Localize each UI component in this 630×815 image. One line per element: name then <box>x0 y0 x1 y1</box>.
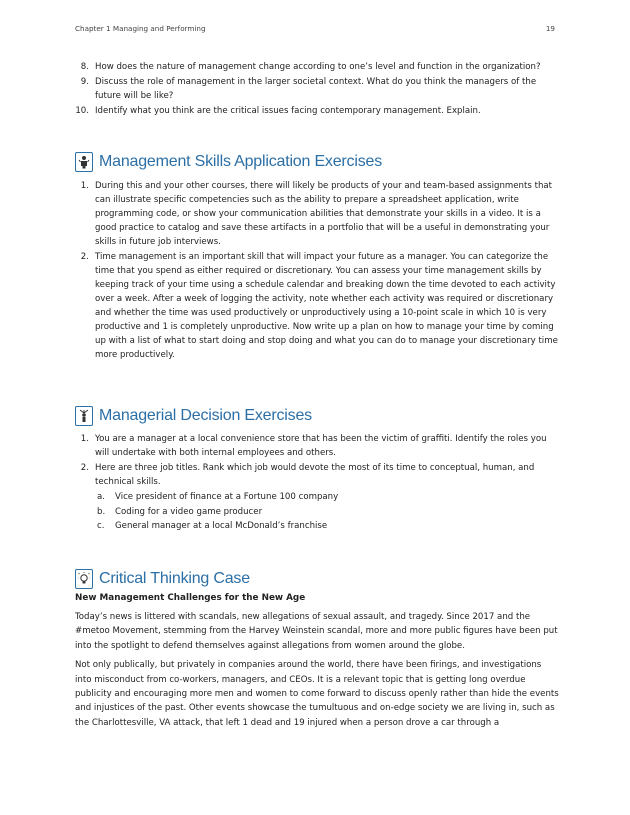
item-letter: a. <box>97 492 105 502</box>
decision-person-icon <box>75 406 93 426</box>
person-skills-icon <box>75 152 93 172</box>
item-number: 1. <box>80 181 89 191</box>
item-text: Identify what you think are the critical issues facing contemporary management. Explain. <box>95 106 481 116</box>
list-item <box>75 60 560 74</box>
page-header <box>75 24 555 36</box>
item-text: You are a manager at a local convenience store that has been the victim of graffiti. Identify the roles you will undertake with both internal employees and others. <box>95 434 547 458</box>
list-item <box>75 75 560 103</box>
item-text: General manager at a local McDonald’s franchise <box>115 521 328 531</box>
item-number: 1. <box>80 434 89 444</box>
lightbulb-icon <box>75 569 93 589</box>
item-text: Coding for a video game producer <box>115 506 263 517</box>
item-text: Time management is an important skill that will impact your future as a manager. You can categorize the time that you spend as either required or discretionary. You can assess your time management skills by keeping track of your time using a schedule calendar and breaking down the time devoted to each activity over a week. After a week of logging the activity, note whether each activity was required or discretionary and whether the time was used productively or unproductively using a 10-point scale in which 10 is very productive and 1 is completely unproductive. Now write up a plan on how to manage your time by coming up with a list of what to start doing and stop doing and what you can do to manage your discretionary time more productively. <box>95 252 558 360</box>
list-item <box>75 104 560 118</box>
job-titles-sublist <box>75 490 560 534</box>
section-heading-decision <box>75 404 312 428</box>
case-paragraph: Today’s news is littered with scandals, new allegations of sexual assault, and tragedy. Since 2017 and the #metoo Movement, stemming from the Harvey Weinstein scandal, more and more public figures have been put into the spotlight to defend themselves against allegations from women around the globe. <box>75 612 558 651</box>
sub-list-item <box>75 505 560 520</box>
item-number: 2. <box>80 252 89 262</box>
case-study-body <box>75 593 560 730</box>
review-questions-list <box>75 60 560 118</box>
decision-exercise-list <box>75 432 560 534</box>
sub-list-item <box>75 519 560 534</box>
item-number: 8. <box>80 62 89 72</box>
item-letter: c. <box>97 521 105 531</box>
item-number: 10. <box>75 106 89 116</box>
page-number: 19 <box>545 24 555 33</box>
section-title: Managerial Decision Exercises <box>99 407 312 424</box>
section-heading-skills <box>75 150 382 174</box>
section-title: Management Skills Application Exercises <box>99 153 383 170</box>
item-text: Here are three job titles. Rank which job would devote the most of its time to conceptual, human, and technical skills. <box>95 463 535 487</box>
skills-exercise-list <box>75 179 560 362</box>
item-text: During this and your other courses, there will likely be products of your and team-based assignments that can illustrate specific competencies such as the ability to prepare a spreadsheet application, write programming code, or show your communication abilities that demonstrate your skills in a video. It is a good practice to catalog and save these artifacts in a portfolio that will be a useful in demonstrating your skills in future job interviews. <box>95 181 553 247</box>
section-heading-case <box>75 567 250 591</box>
item-text: How does the nature of management change according to one’s level and function in the organization? <box>95 62 541 72</box>
list-item <box>75 179 560 249</box>
sub-list-item <box>75 490 560 505</box>
item-letter: b. <box>97 506 106 517</box>
item-number: 2. <box>80 463 89 473</box>
chapter-title: Chapter 1 Managing and Performing <box>75 24 206 33</box>
list-item <box>75 432 560 460</box>
item-text: Discuss the role of management in the larger societal context. What do you think the managers of the future will be like? <box>95 77 537 101</box>
section-title: Critical Thinking Case <box>99 570 250 587</box>
item-number: 9. <box>80 77 89 87</box>
list-item <box>75 250 560 362</box>
list-item <box>75 461 560 489</box>
case-paragraph: Not only publically, but privately in companies around the world, there have been firings, and investigations into misconduct from co-workers, managers, and CEOs. It is a relevant topic that is getting long overdue publicity and encouraging more men and women to come forward to discuss openly rather than hide the events and injustices of the past. Other events showcase the tumultuous and on-edge society we are living in, such as the Charlottesville, VA attack, that left 1 dead and 19 injured when a person drove a car through a <box>75 660 559 728</box>
case-subheading: New Management Challenges for the New Age <box>75 593 306 603</box>
item-text: Vice president of finance at a Fortune 100 company <box>115 492 339 502</box>
